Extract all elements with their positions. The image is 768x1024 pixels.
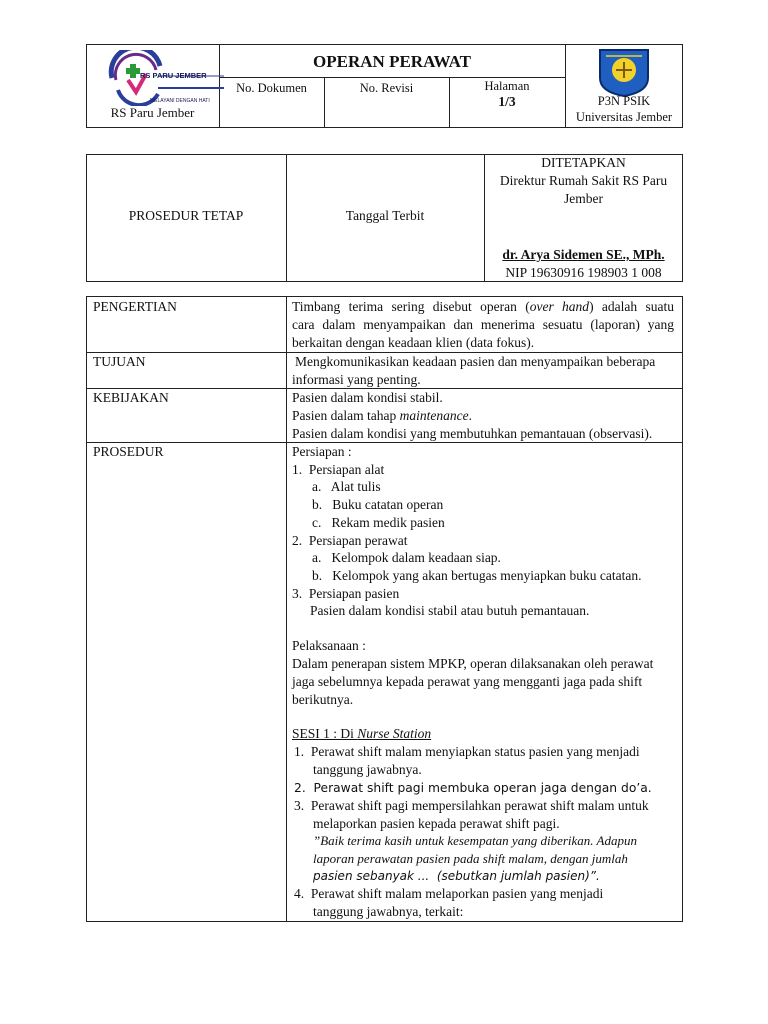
persiapan-perawat: 2. Persiapan perawat <box>292 533 408 548</box>
sesi-italic: Nurse Station <box>357 726 432 741</box>
alat-tulis: a. Alat tulis <box>312 479 381 494</box>
kebijakan-pre: Pasien dalam tahap <box>292 408 400 423</box>
direktur-line1: Direktur Rumah Sakit RS Paru <box>499 173 668 188</box>
header-divider <box>219 77 565 78</box>
pengertian-line2: cara dalam menyampaikan dan menerima sesuatu (laporan) yang <box>292 317 674 332</box>
persiapan-alat: 1. Persiapan alat <box>292 462 385 477</box>
sesi-step4-line1: 4. Perawat shift malam melaporkan pasien yang menjadi <box>294 886 604 901</box>
sesi-step3-line1: 3. Perawat shift pagi mempersilahkan perawat shift malam untuk <box>294 798 649 813</box>
direktur-line2: Jember <box>564 191 603 206</box>
tanggal-terbit: Tanggal Terbit <box>345 208 425 223</box>
hospital-logo-text: RS PARU JEMBER <box>140 71 207 80</box>
pengertian-line3: berkaitan dengan keadaan klien (data fokus). <box>292 335 535 350</box>
sesi-step1-line1: 1. Perawat shift malam menyiapkan status pasien yang menjadi <box>294 744 640 759</box>
persiapan-pasien: 3. Persiapan pasien <box>292 586 400 601</box>
prosedur-label: PROSEDUR <box>93 444 164 459</box>
content-divider <box>286 296 287 922</box>
kelompok-siap: a. Kelompok dalam keadaan siap. <box>312 550 501 565</box>
pelaksanaan-heading: Pelaksanaan : <box>292 638 366 653</box>
ditetapkan: DITETAPKAN <box>541 155 626 170</box>
hospital-name: RS Paru Jember <box>110 105 195 120</box>
quote-line2: laporan perawatan pasien pada shift malam, dengan jumlah <box>313 851 628 866</box>
signatory-name: dr. Arya Sidemen SE., MPh. <box>502 247 665 262</box>
persiapan-pasien-text: Pasien dalam kondisi stabil atau butuh pemantauan. <box>310 603 590 618</box>
university-logo <box>596 46 652 98</box>
org-line2: Universitas Jember <box>575 110 673 124</box>
kebijakan-line1: Pasien dalam kondisi stabil. <box>292 390 443 405</box>
sesi-step3-line2: melaporkan pasien kepada perawat shift pagi. <box>313 816 560 831</box>
kebijakan-line2 <box>292 407 472 425</box>
kebijakan-italic: maintenance <box>399 408 469 423</box>
pelaksanaan-line2: jaga sebelumnya kepada perawat yang mengganti jaga pada shift <box>292 674 643 689</box>
persiapan-heading: Persiapan : <box>292 444 352 459</box>
tujuan-line1: Mengkomunikasikan keadaan pasien dan menyampaikan beberapa <box>295 354 656 369</box>
sesi-step4-line2: tanggung jawabnya, terkait: <box>313 904 464 919</box>
pengertian-label: PENGERTIAN <box>93 299 177 314</box>
sesi-step2: 2. Perawat shift pagi membuka operan jaga dengan do’a. <box>294 781 652 795</box>
tujuan-line2: informasi yang penting. <box>292 372 421 387</box>
kelompok-bertugas: b. Kelompok yang akan bertugas menyiapkan buku catatan. <box>312 568 642 583</box>
tujuan-label: TUJUAN <box>93 354 146 369</box>
kebijakan-post: . <box>468 408 472 423</box>
col-dokumen: No. Dokumen <box>236 81 307 95</box>
pengertian-pre: Timbang terima sering disebut operan ( <box>292 299 530 314</box>
sesi-pre: SESI 1 : Di <box>292 726 358 741</box>
quote-line3: pasien sebanyak ... (sebutkan jumlah pasien)”. <box>313 869 600 883</box>
hospital-logo-tagline: MELAYANI DENGAN HATI <box>150 98 210 104</box>
col-revisi: No. Revisi <box>359 81 414 95</box>
halaman-value: 1/3 <box>498 94 516 109</box>
pengertian-italic: over hand <box>529 299 590 314</box>
pelaksanaan-line3: berikutnya. <box>292 692 354 707</box>
buku-catatan: b. Buku catatan operan <box>312 497 444 512</box>
rekam-medik: c. Rekam medik pasien <box>312 515 445 530</box>
sesi-step1-line2: tanggung jawabnya. <box>313 762 422 777</box>
pelaksanaan-line1: Dalam penerapan sistem MPKP, operan dilaksanakan oleh perawat <box>292 656 654 671</box>
org-line1: P3N PSIK <box>597 94 651 108</box>
col-halaman: Halaman <box>484 79 530 93</box>
kebijakan-line3: Pasien dalam kondisi yang membutuhkan pemantauan (observasi). <box>292 426 653 441</box>
pengertian-line1 <box>292 298 674 316</box>
kebijakan-label: KEBIJAKAN <box>93 390 169 405</box>
sesi-heading <box>292 725 431 743</box>
signatory-nip: NIP 19630916 198903 1 008 <box>505 265 662 280</box>
quote-line1: ”Baik terima kasih untuk kesempatan yang diberikan. Adapun <box>313 833 637 848</box>
pengertian-post: ) adalah suatu <box>589 299 674 314</box>
prosedur-tetap: PROSEDUR TETAP <box>128 208 244 223</box>
doc-title: OPERAN PERAWAT <box>313 52 471 71</box>
